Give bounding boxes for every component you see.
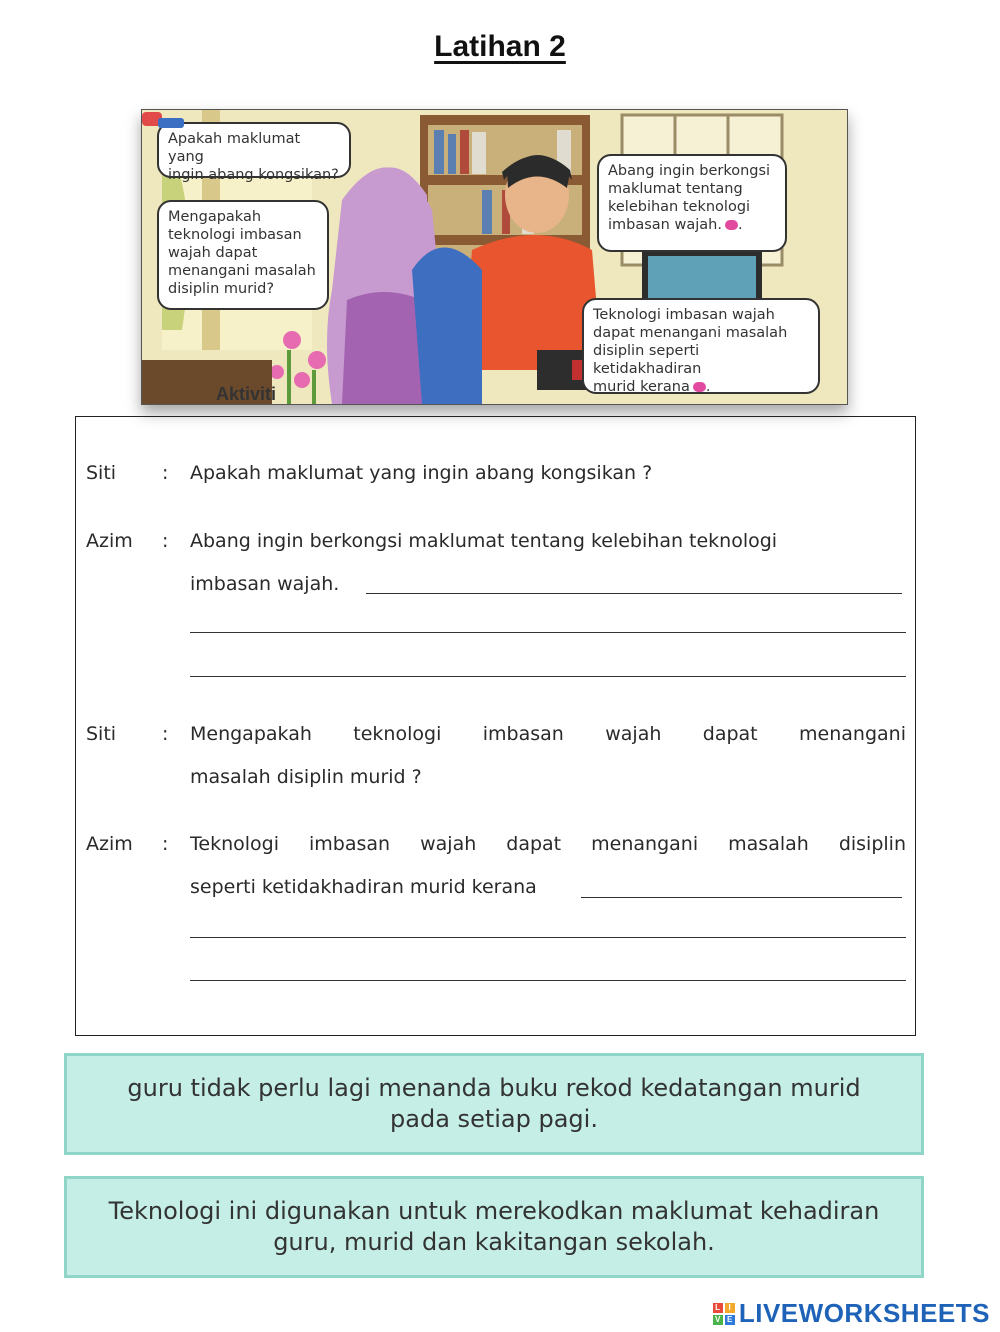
bubble-period: . bbox=[705, 379, 711, 395]
answer-card[interactable]: guru tidak perlu lagi menanda buku rekod kedatangan murid pada setiap pagi. bbox=[64, 1053, 924, 1155]
dialogue-text: Mengapakah teknologi imbasan wajah dapat menangani bbox=[190, 723, 906, 745]
speaker-name: Azim bbox=[86, 833, 133, 855]
bubble-period: . bbox=[737, 217, 743, 233]
speaker-name: Siti bbox=[86, 462, 117, 484]
separator: : bbox=[162, 723, 169, 745]
answer-blank-line[interactable] bbox=[190, 980, 906, 981]
answer-card[interactable]: Teknologi ini digunakan untuk merekodkan maklumat kehadiran guru, murid dan kakitangan sekolah. bbox=[64, 1176, 924, 1278]
answer-blank-line[interactable] bbox=[366, 593, 902, 594]
speech-bubble-siti-question-1: Apakah maklumat yang ingin abang kongsikan? bbox=[157, 122, 351, 178]
page-title: Latihan 2 bbox=[434, 30, 566, 63]
dialogue-text: seperti ketidakhadiran murid kerana bbox=[190, 876, 537, 898]
illustration-panel bbox=[141, 109, 848, 405]
speech-bubble-siti-question-2: Mengapakah teknologi imbasan wajah dapat menangani masalah disiplin murid? bbox=[157, 200, 329, 310]
answer-blank-line[interactable] bbox=[190, 937, 906, 938]
answer-blank-line[interactable] bbox=[190, 676, 906, 677]
dialogue-text: masalah disiplin murid ? bbox=[190, 766, 422, 788]
dialogue-box bbox=[75, 416, 916, 1036]
dialogue-text: Apakah maklumat yang ingin abang kongsikan ? bbox=[190, 462, 653, 484]
speaker-name: Siti bbox=[86, 723, 117, 745]
brand-name: LIVEWORKSHEETS bbox=[738, 1298, 990, 1328]
answer-blank-line[interactable] bbox=[190, 632, 906, 633]
activity-icon bbox=[142, 110, 184, 130]
speech-bubble-azim-answer-1 bbox=[597, 154, 787, 252]
answer-placeholder-icon bbox=[693, 382, 706, 392]
aktiviti-label: Aktiviti bbox=[216, 384, 277, 404]
brand-icon: L I V E bbox=[713, 1303, 735, 1325]
separator: : bbox=[162, 530, 169, 552]
answer-placeholder-icon bbox=[725, 220, 738, 230]
speaker-name: Azim bbox=[86, 530, 133, 552]
dialogue-text: imbasan wajah. bbox=[190, 573, 340, 595]
dialogue-text: Abang ingin berkongsi maklumat tentang kelebihan teknologi bbox=[190, 530, 778, 552]
dialogue-text: Teknologi imbasan wajah dapat menangani masalah disiplin bbox=[190, 833, 906, 855]
separator: : bbox=[162, 462, 169, 484]
bubble-text: Teknologi imbasan wajah dapat menangani masalah disiplin seperti ketidakhadiran murid kerana bbox=[593, 307, 788, 395]
bubble-text: Abang ingin berkongsi maklumat tentang kelebihan teknologi imbasan wajah. bbox=[608, 163, 771, 233]
liveworksheets-logo[interactable] bbox=[713, 1298, 990, 1329]
speech-bubble-azim-answer-2 bbox=[582, 298, 820, 394]
answer-blank-line[interactable] bbox=[581, 897, 902, 898]
separator: : bbox=[162, 833, 169, 855]
